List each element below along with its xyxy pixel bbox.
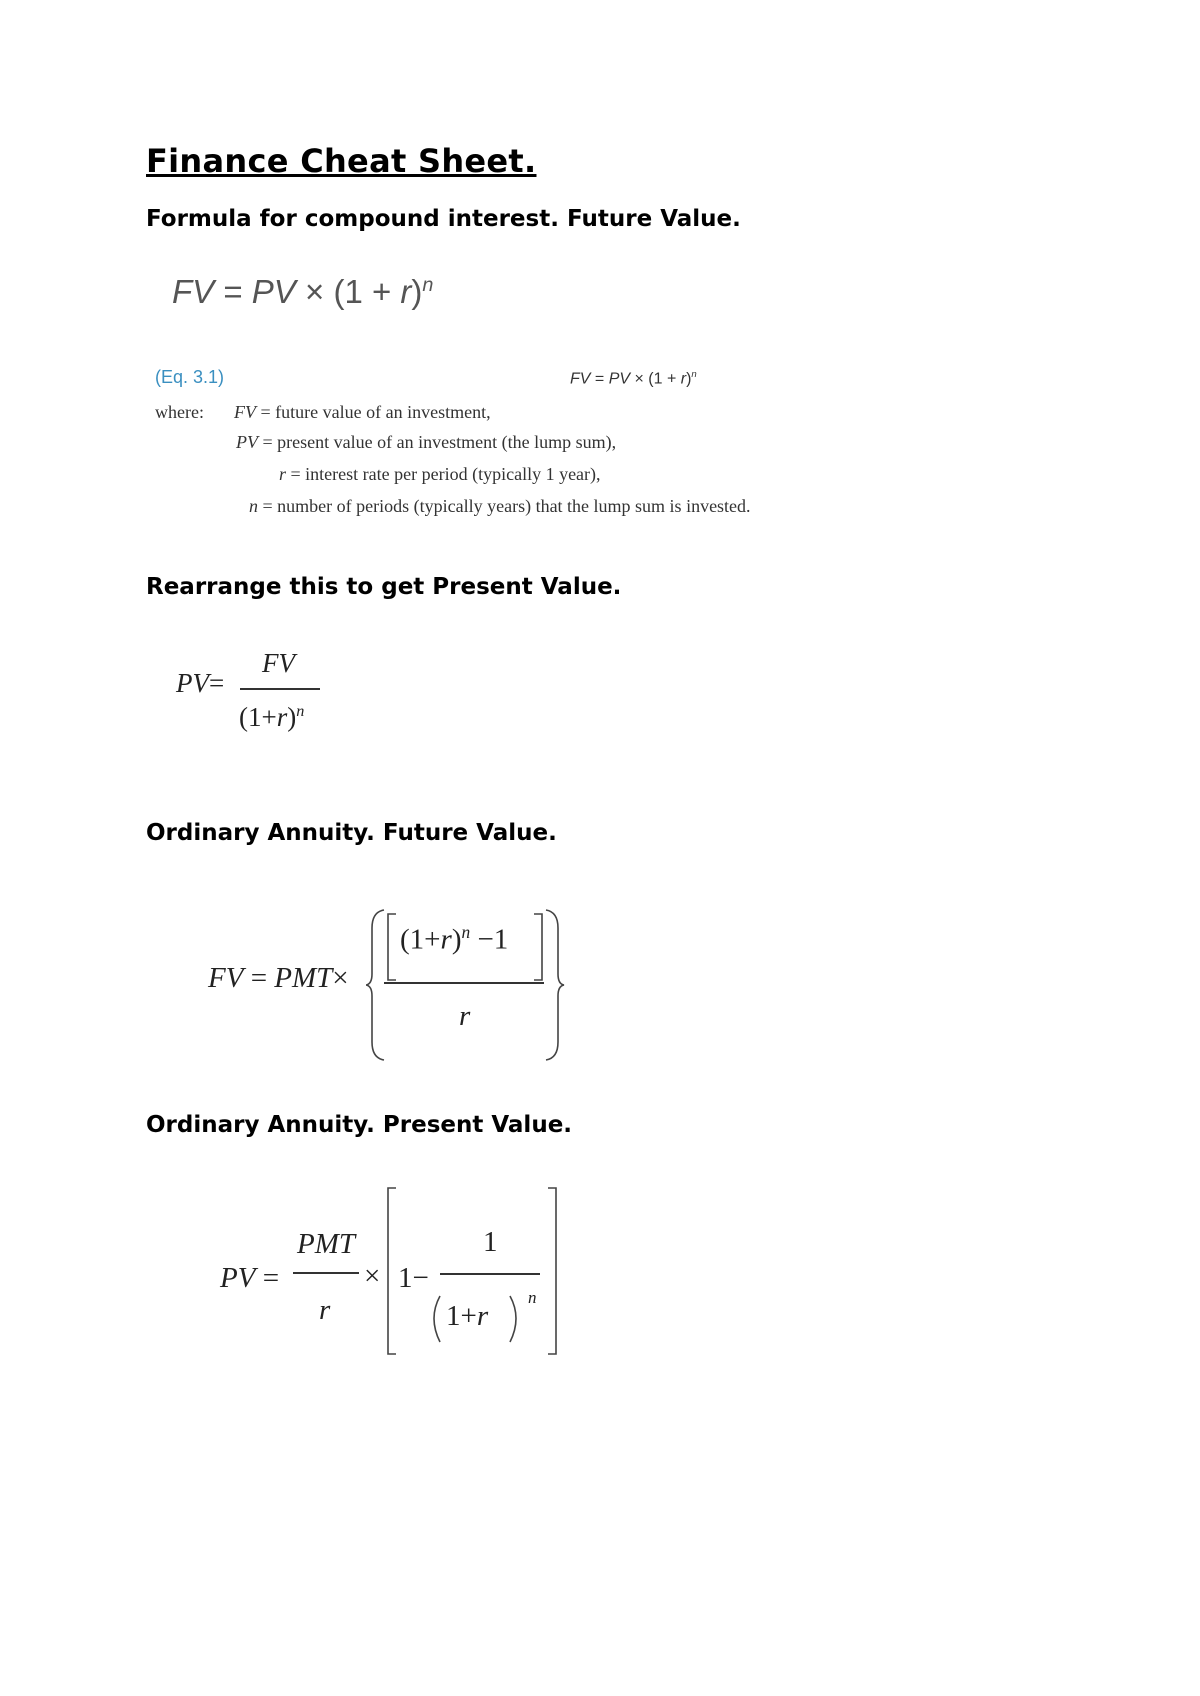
equation-inline-formula: FV = PV × $(1 + r)^n$ <box>570 369 697 388</box>
annuity-pv-exponent: n <box>528 1288 537 1307</box>
annuity-pv-pmt-bar <box>293 1272 359 1274</box>
annuity-pv-times: × <box>364 1260 381 1292</box>
where-label: where: <box>155 402 204 422</box>
section-heading-compound-interest: Formula for compound interest. Future Value. <box>146 206 741 232</box>
equation-number: (Eq. 3.1) <box>155 367 225 387</box>
pv-fraction-bar <box>240 688 320 690</box>
pv-numerator: FV <box>262 648 295 678</box>
annuity-pv-lhs: PV = <box>220 1262 280 1294</box>
definition-fv: FV = future value of an investment, <box>234 402 491 422</box>
annuity-fv-fraction-bar <box>384 982 544 984</box>
document-title: Finance Cheat Sheet. <box>146 142 537 180</box>
section-heading-present-value: Rearrange this to get Present Value. <box>146 574 622 600</box>
annuity-pv-pmt: PMT <box>297 1228 355 1260</box>
pv-lhs: PV= <box>176 668 225 698</box>
annuity-fv-denominator: r <box>459 1000 471 1032</box>
definition-pv: PV = present value of an investment (the lump sum), <box>236 432 617 452</box>
annuity-pv-inner-bar <box>440 1273 540 1275</box>
pv-denominator: $(1+r)^n$ <box>239 702 305 732</box>
section-heading-annuity-fv: Ordinary Annuity. Future Value. <box>146 820 557 846</box>
annuity-pv-one: 1− <box>398 1262 429 1294</box>
annuity-pv-inner-denominator: 1+r <box>446 1300 489 1332</box>
annuity-pv-r: r <box>319 1294 331 1326</box>
definition-r: r = interest rate per period (typically 1 year), <box>279 464 601 484</box>
section-heading-annuity-pv: Ordinary Annuity. Present Value. <box>146 1112 573 1138</box>
annuity-fv-lhs: FV = PMT× <box>208 962 349 994</box>
compound-interest-formula-image: FV = PV × $(1 + r)^n$ <box>172 273 434 310</box>
annuity-pv-inner-numerator: 1 <box>483 1226 498 1258</box>
definition-n: n = number of periods (typically years) that the lump sum is invested. <box>249 496 751 516</box>
annuity-fv-numerator: $(1+r)^n -1$ <box>400 922 509 956</box>
